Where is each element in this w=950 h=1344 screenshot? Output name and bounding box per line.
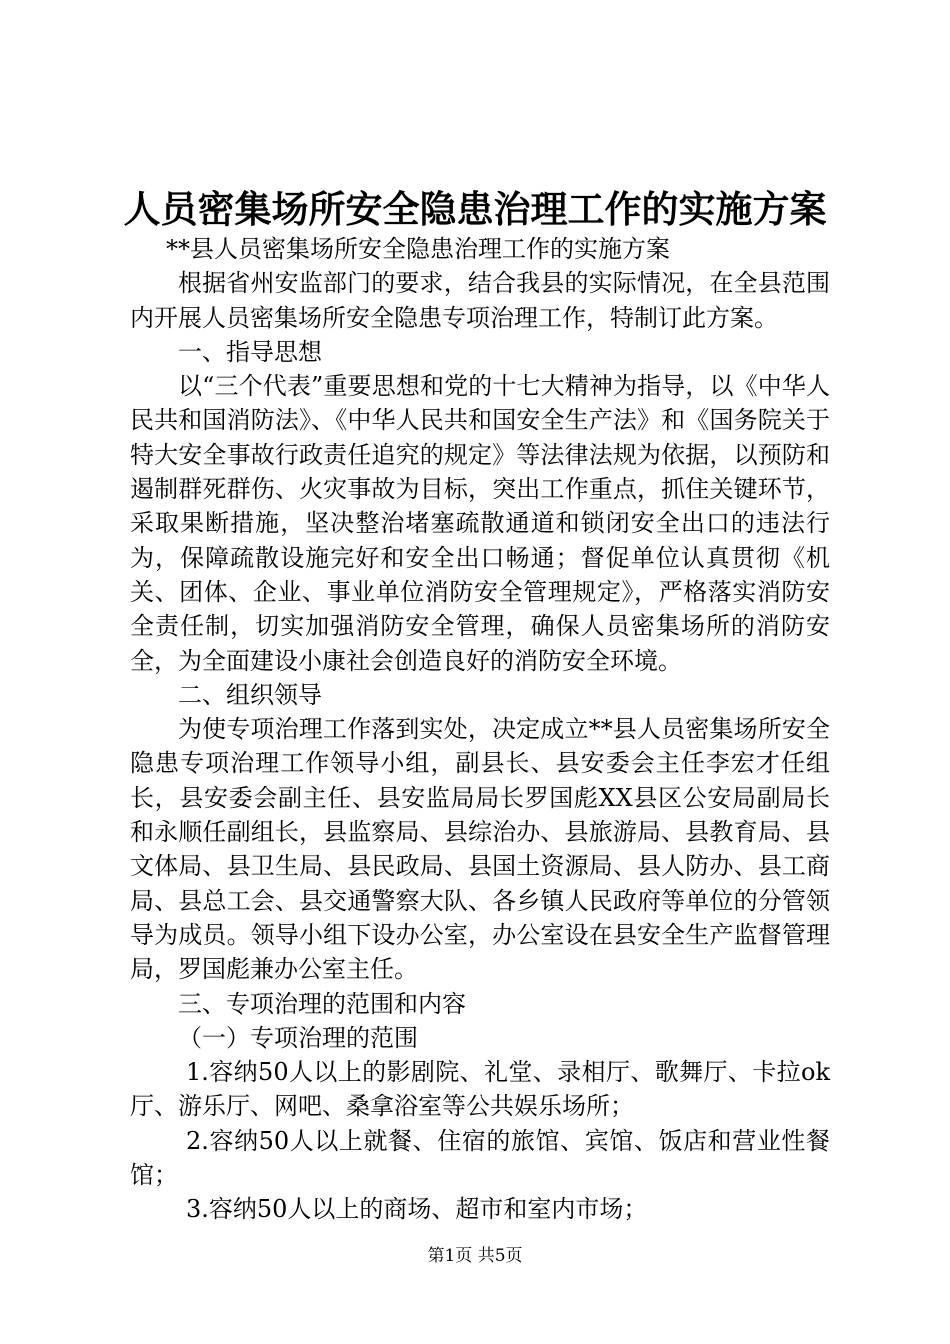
document-subtitle: **县人员密集场所安全隐患治理工作的实施方案 bbox=[166, 235, 670, 263]
section-heading-guiding-ideology: 一、指导思想 bbox=[178, 337, 322, 366]
subsection-heading-scope: （一）专项治理的范围 bbox=[178, 1023, 418, 1052]
section-heading-organization: 二、组织领导 bbox=[178, 680, 322, 709]
paragraph-intro: 根据省州安监部门的要求，结合我县的实际情况，在全县范围内开展人员密集场所安全隐患专项治理工作，特制订此方案。 bbox=[130, 269, 830, 332]
list-item-scope-2: 2.容纳50人以上就餐、住宿的旅馆、宾馆、饭店和营业性餐馆； bbox=[130, 1126, 830, 1190]
list-item-scope-3: 3.容纳50人以上的商场、超市和室内市场； bbox=[186, 1195, 648, 1224]
paragraph-guiding-ideology: 以“三个代表”重要思想和党的十七大精神为指导，以《中华人民共和国消防法》、《中华人民共和国安全生产法》和《国务院关于特大安全事故行政责任追究的规定》等法律法规为依据，以预防和遏制群死群伤、火灾事故为目标，突出工作重点，抓住关键环节，采取果断措施，坚决整治堵塞疏散通道和锁闭安全出口的违法行为，保障疏散设施完好和安全出口畅通；督促单位认真贯彻《机关、团体、企业、事业单位消防安全管理规定》，严格落实消防安全责任制，切实加强消防安全管理，确保人员密集场所的消防安全，为全面建设小康社会创造良好的消防安全环境。 bbox=[130, 372, 830, 675]
document-body bbox=[130, 232, 830, 1227]
paragraph-organization: 为使专项治理工作落到实处，决定成立**县人员密集场所安全隐患专项治理工作领导小组，副县长、县安委会主任李宏才任组长，县安委会副主任、县安监局局长罗国彪XX县区公安局副局长和永顺任副组长，县监察局、县综治办、县旅游局、县教育局、县文体局、县卫生局、县民政局、县国土资源局、县人防办、县工商局、县总工会、县交通警察大队、各乡镇人民政府等单位的分管领导为成员。领导小组下设办公室，办公室设在县安全生产监督管理局，罗国彪兼办公室主任。 bbox=[130, 715, 830, 984]
section-heading-scope-content: 三、专项治理的范围和内容 bbox=[178, 989, 466, 1018]
document-title: 人员密集场所安全隐患治理工作的实施方案 bbox=[123, 187, 827, 231]
page-footer: 第1页 共5页 bbox=[427, 1246, 523, 1266]
list-item-scope-1: 1.容纳50人以上的影剧院、礼堂、录相厅、歌舞厅、卡拉ok厅、游乐厅、网吧、桑拿浴室等公共娱乐场所； bbox=[130, 1058, 830, 1121]
